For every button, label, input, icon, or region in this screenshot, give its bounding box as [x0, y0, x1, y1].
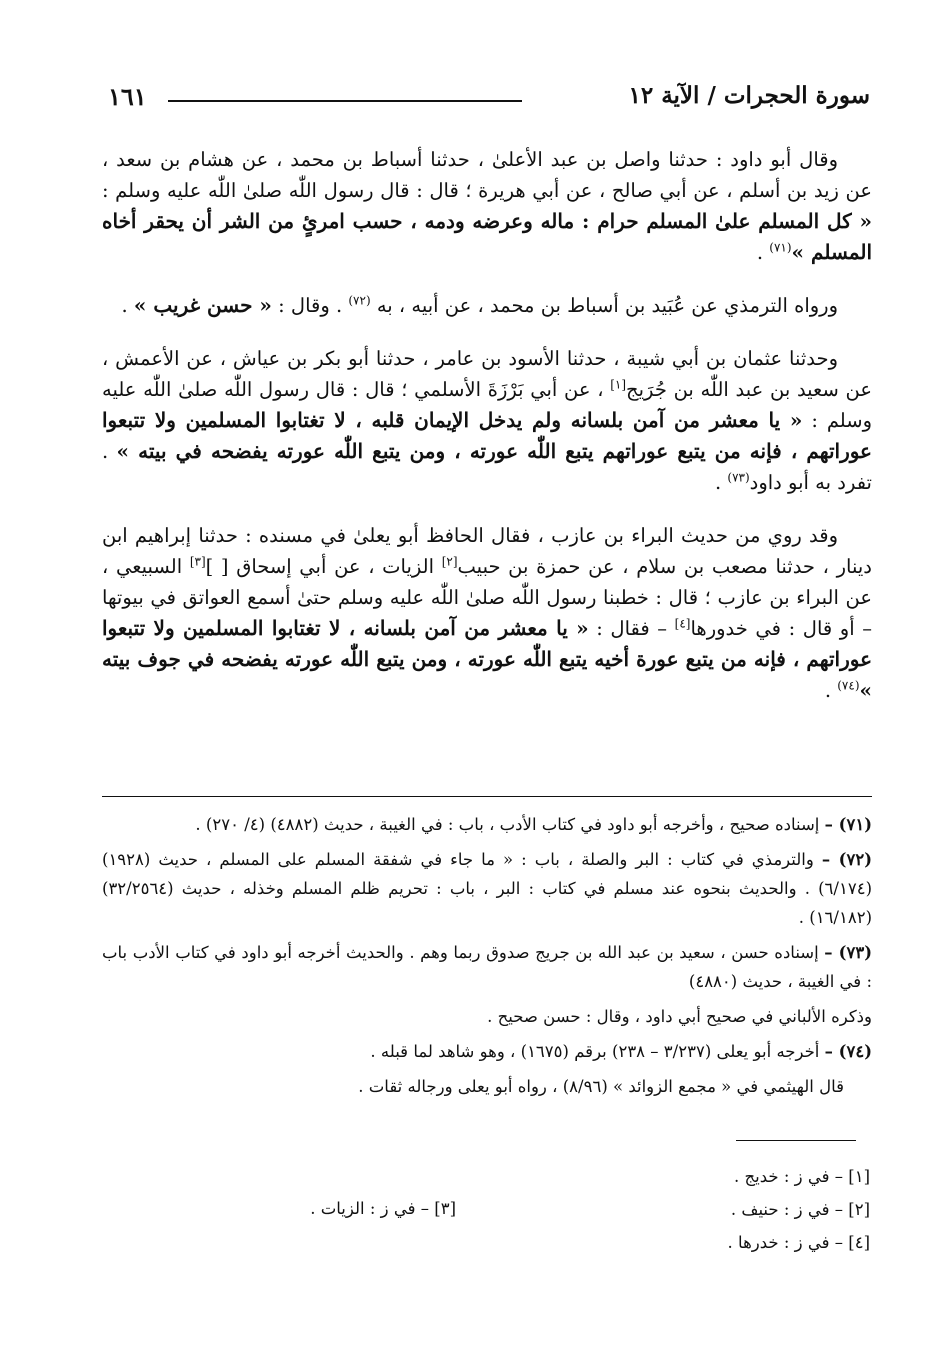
page-header [100, 78, 870, 118]
hadith-text: « كل المسلم علىٰ المسلم حرام : ماله وعرضه ودمه ، حسب امرئٍ من الشر أن يحقر أخاه المسلم » [102, 209, 872, 264]
variant-ref: [٣] [189, 554, 206, 569]
variants-rule [736, 1140, 856, 1141]
footnote-72: (٧٢) – والترمذي في كتاب : البر والصلة ، باب : « ما جاء في شفقة المسلم على المسلم ، حديث (١٩٢٨) (٦/١٧٤) . والحديث بنحوه عند مسلم في كتاب : البر ، باب : تحريم ظلم المسلم وخذله ، حديث (٣٢/٢٥٦٤) (١٦/١٨٢) . [102, 850, 872, 927]
footnote-73: (٧٣) – إسناده حسن ، سعيد بن عبد الله بن جريج صدوق ربما وهم . والحديث أخرجه أبو داود في كتاب الأدب باب : في الغيبة ، حديث (٤٨٨٠) [102, 943, 872, 991]
header-rule [168, 100, 522, 102]
variant-ref: [٢] [441, 554, 458, 569]
hadith-text: « يا معشر من آمن بلسانه ، لا تغتابوا المسلمين ولا تتبعوا عوراتهم ، فإنه من يتبع عورة أخيه يتبع اللّٰه عورته ، ومن يتبع اللّٰه عورته يفضحه في جوف بيته » [102, 616, 872, 702]
variant-ref: [١] [610, 377, 627, 392]
footnote-rule [102, 796, 872, 797]
footnote-ref: (٧٢) [348, 293, 371, 308]
paragraph-4: وقد روي من حديث البراء بن عازب ، فقال الحافظ أبو يعلىٰ في مسنده : حدثنا إبراهيم ابن دينار ، حدثنا مصعب بن سلام ، عن حمزة بن حبيب[٢] الزيات ، عن أبي إسحاق [ ][٣] السبيعي ، عن البراء بن عازب ؛ قال : خطبنا رسول اللّٰه صلىٰ اللّٰه عليه وسلم حتىٰ أسمع العواتق في بيوتها – أو قال : في خدورها[٤] – فقال : « يا معشر من آمن بلسانه ، لا تغتابوا المسلمين ولا تتبعوا عوراتهم ، فإنه من يتبع عورة أخيه يتبع اللّٰه عورته ، ومن يتبع اللّٰه عورته يفضحه في جوف بيته »$^{(٧٤)}$ . [102, 524, 872, 702]
running-title: سورة الحجرات / الآية ١٢ [628, 82, 870, 109]
footnotes [102, 810, 872, 1107]
paragraph-2: ورواه الترمذي عن عُبَيد بن أسباط بن محمد ، عن أبيه ، به $^{(٧٢)}$ . وقال : « حسن غريب » . [121, 293, 838, 317]
variant-2: [٢] – في ز : حنيف . [730, 1200, 870, 1219]
footnote-ref: (٧٣) [727, 470, 750, 485]
variant-ref: [٤] [674, 616, 691, 631]
footnote-74: (٧٤) – أخرجه أبو يعلى (٣/٢٣٧ – ٢٣٨) برقم (١٦٧٥) ، وهو شاهد لما قبله . [370, 1042, 872, 1061]
paragraph-3: وحدثنا عثمان بن أبي شيبة ، حدثنا الأسود بن عامر ، حدثنا أبو بكر بن عياش ، عن الأعمش ، عن سعيد بن عبد اللّٰه بن جُرَيج[١] ، عن أبي بَرْزَةَ الأسلمي ؛ قال : قال رسول اللّٰه صلىٰ اللّٰه عليه وسلم : « يا معشر من آمن بلسانه ولم يدخل الإيمان قلبه ، لا تغتابوا المسلمين ولا تتبعوا عوراتهم ، فإنه من يتبع عوراتهم يتبع اللّٰه عورته ، ومن يتبع اللّٰه عورته يفضحه في بيته » . تفرد به أبو داود$^{(٧٣)}$ . [102, 347, 873, 494]
variant-1: [١] – في ز : خديج . [734, 1167, 870, 1186]
footnote-ref: (٧٤) [837, 678, 860, 693]
hadith-text: « يا معشر من آمن بلسانه ولم يدخل الإيمان قلبه ، لا تغتابوا المسلمين ولا تتبعوا عوراتهم ، فإنه من يتبع عوراتهم يتبع اللّٰه عورته ، ومن يتبع اللّٰه عورته يفضحه في بيته » [102, 408, 872, 463]
variant-3: [٣] – في ز : الزيات . [310, 1199, 456, 1218]
page-number: ١٦١ [108, 82, 147, 111]
footnote-73-cont: وذكره الألباني في صحيح أبي داود ، وقال : حسن صحيح . [487, 1007, 872, 1026]
manuscript-variants [660, 1160, 870, 1259]
main-text [102, 144, 872, 728]
paragraph-1: وقال أبو داود : حدثنا واصل بن عبد الأعلىٰ ، حدثنا أسباط بن محمد ، عن هشام بن سعد ، عن زيد بن أسلم ، عن أبي صالح ، عن أبي هريرة ؛ قال : قال رسول اللّٰه صلىٰ اللّٰه عليه وسلم : « كل المسلم علىٰ المسلم حرام : ماله وعرضه ودمه ، حسب امرئٍ من الشر أن يحقر أخاه المسلم »$^{(٧١)}$ . [102, 148, 872, 264]
footnote-71: (٧١) – إسناده صحيح ، وأخرجه أبو داود في كتاب الأدب ، باب : في الغيبة ، حديث (٤٨٨٢) (٤/ ٢٧٠) . [195, 815, 872, 834]
variant-4: [٤] – في ز : خدرها . [727, 1233, 870, 1252]
grading-text: « حسن غريب » [133, 293, 272, 317]
footnote-ref: (٧١) [769, 240, 792, 255]
footnote-74-cont: قال الهيثمي في « مجمع الزوائد » (٨/٩٦) ، رواه أبو يعلى ورجاله ثقات . [358, 1077, 844, 1096]
